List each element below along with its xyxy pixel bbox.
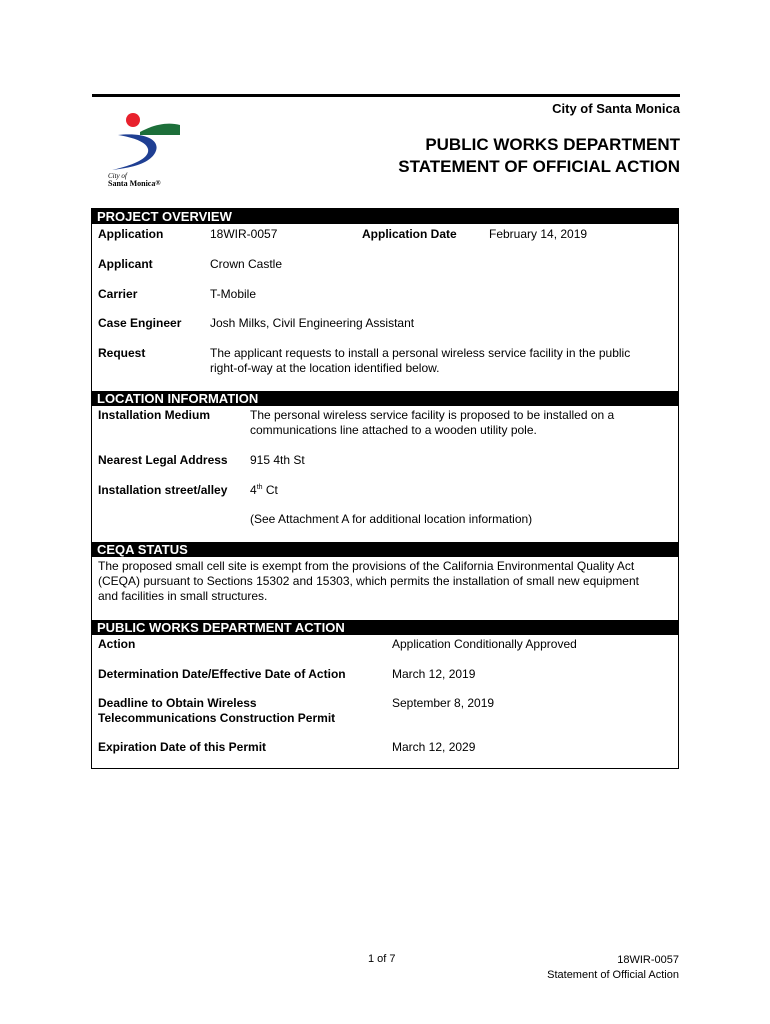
request-line-2: right-of-way at the location identified below.	[210, 361, 440, 375]
deadline-label-line-2: Telecommunications Construction Permit	[98, 711, 336, 725]
location-note: (See Attachment A for additional location information)	[250, 512, 533, 526]
application-date-label: Application Date	[362, 227, 457, 241]
logo-wave	[112, 134, 157, 170]
medium-line-2: communications line attached to a wooden utility pole.	[250, 423, 537, 437]
deadline-label	[98, 696, 335, 726]
ceqa-line-3: and facilities in small structures.	[98, 589, 268, 603]
medium-line-1: The personal wireless service facility is proposed to be installed on a	[250, 408, 615, 422]
installation-medium-label: Installation Medium	[98, 408, 211, 422]
request-label: Request	[98, 346, 146, 360]
installation-street-label: Installation street/alley	[98, 483, 228, 497]
logo-hill	[140, 124, 180, 135]
dept-title-line1: PUBLIC WORKS DEPARTMENT	[425, 135, 680, 154]
deadline-value: September 8, 2019	[392, 696, 495, 710]
ceqa-line-2: (CEQA) pursuant to Sections 15302 and 15303, which permits the installation of small new equipment	[98, 574, 639, 588]
installation-street-value: 4th Ct	[250, 483, 278, 497]
request-value	[210, 346, 630, 376]
installation-medium-value	[250, 408, 614, 438]
footer-doc-title: Statement of Official Action	[547, 969, 679, 981]
page-number: 1 of 7	[368, 953, 396, 965]
expiration-date-value: March 12, 2029	[392, 740, 476, 754]
nearest-address-label: Nearest Legal Address	[98, 453, 228, 467]
expiration-date-label: Expiration Date of this Permit	[98, 740, 267, 754]
section-ceqa-status: CEQA STATUS	[91, 542, 679, 557]
application-value: 18WIR-0057	[210, 227, 278, 241]
city-name: City of Santa Monica	[552, 101, 680, 116]
logo-text-small: City of	[108, 172, 127, 180]
action-label: Action	[98, 637, 136, 651]
determination-date-label: Determination Date/Effective Date of Action	[98, 667, 346, 681]
carrier-value: T-Mobile	[210, 287, 257, 301]
nearest-address-value: 915 4th St	[250, 453, 305, 467]
case-engineer-value: Josh Milks, Civil Engineering Assistant	[210, 316, 415, 330]
case-engineer-label: Case Engineer	[98, 316, 182, 330]
applicant-value: Crown Castle	[210, 257, 283, 271]
section-project-overview: PROJECT OVERVIEW	[91, 209, 679, 224]
request-line-1: The applicant requests to install a personal wireless service facility in the public	[210, 346, 631, 360]
dept-title-line2: STATEMENT OF OFFICIAL ACTION	[398, 157, 680, 176]
logo-sun	[126, 113, 140, 127]
ceqa-text	[98, 559, 639, 604]
logo-text-main: Santa Monica®	[108, 179, 161, 188]
application-date-value: February 14, 2019	[489, 227, 588, 241]
page-title	[398, 134, 680, 178]
section-location-information: LOCATION INFORMATION	[91, 391, 679, 406]
determination-date-value: March 12, 2019	[392, 667, 476, 681]
footer-doc-id: 18WIR-0057	[617, 954, 679, 966]
footer-doc-info	[547, 953, 679, 983]
header-rule	[92, 94, 680, 97]
action-value: Application Conditionally Approved	[392, 637, 577, 651]
carrier-label: Carrier	[98, 287, 138, 301]
section-department-action: PUBLIC WORKS DEPARTMENT ACTION	[91, 620, 679, 635]
application-label: Application	[98, 227, 164, 241]
applicant-label: Applicant	[98, 257, 153, 271]
ceqa-line-1: The proposed small cell site is exempt from the provisions of the California Environmental Quality Act	[98, 559, 635, 573]
deadline-label-line-1: Deadline to Obtain Wireless	[98, 696, 257, 710]
